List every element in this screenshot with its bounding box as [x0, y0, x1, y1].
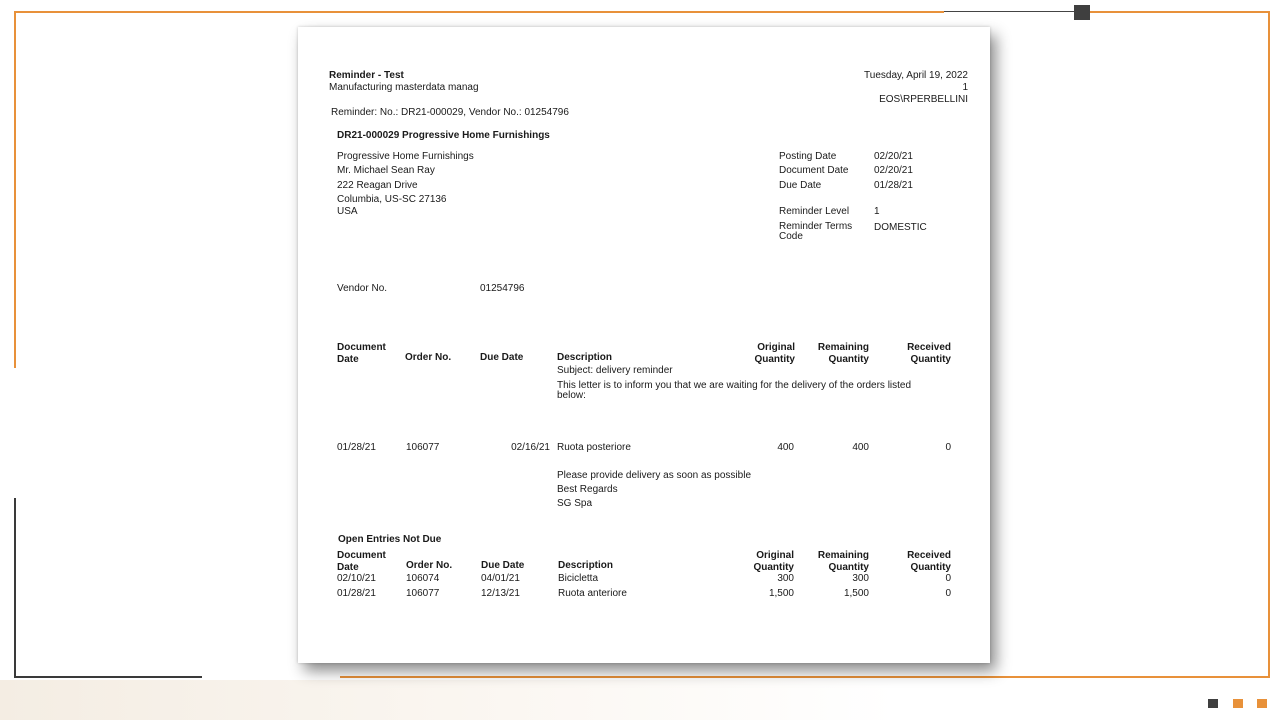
reminder-level-label: Reminder Level	[779, 206, 850, 217]
document-title: DR21-000029 Progressive Home Furnishings	[337, 130, 550, 141]
col-header-line: Document	[337, 550, 386, 561]
col-header-line: Received	[907, 550, 951, 561]
reminder-filter-line: Reminder: No.: DR21-000029, Vendor No.: 01254796	[331, 107, 569, 118]
col-header-line: Quantity	[910, 562, 951, 573]
report-date: Tuesday, April 19, 2022	[864, 70, 968, 81]
open-entry-due-date: 12/13/21	[481, 588, 520, 599]
open-entry-due-date: 04/01/21	[481, 573, 520, 584]
col-header-original-quantity	[753, 550, 794, 574]
col-header-line: Quantity	[828, 354, 869, 365]
col-header-line: Original	[756, 550, 794, 561]
due-date-value: 01/28/21	[874, 180, 913, 191]
col-header-order-no: Order No.	[405, 352, 452, 363]
document-date-value: 02/20/21	[874, 165, 913, 176]
open-entries-title: Open Entries Not Due	[338, 534, 442, 545]
report-title: Reminder - Test	[329, 70, 404, 81]
col-header-received-quantity	[907, 550, 951, 574]
letter-body	[557, 381, 911, 401]
frame-square-marker	[1074, 5, 1090, 20]
col-header-document-date	[337, 342, 386, 366]
frame-top-dark-line	[944, 11, 1076, 12]
document-date-label: Document Date	[779, 165, 849, 176]
open-entry-received-quantity: 0	[945, 588, 951, 599]
address-line: Mr. Michael Sean Ray	[337, 165, 435, 176]
col-header-original-quantity	[754, 342, 795, 366]
open-entry-description: Ruota anteriore	[558, 588, 627, 599]
open-entry-remaining-quantity: 300	[852, 573, 869, 584]
letter-body-line: This letter is to inform you that we are waiting for the delivery of the orders listed	[557, 380, 912, 391]
page-number: 1	[962, 82, 968, 93]
col-header-description: Description	[557, 352, 613, 363]
col-header-due-date: Due Date	[481, 560, 525, 571]
vendor-no-value: 01254796	[480, 283, 525, 294]
col-header-line: Quantity	[753, 562, 794, 573]
col-header-line: Date	[337, 354, 359, 365]
open-entry-order-no: 106074	[406, 573, 440, 584]
letter-body-line: below:	[557, 390, 586, 401]
posting-date-value: 02/20/21	[874, 151, 913, 162]
col-header-line: Original	[757, 342, 795, 353]
col-header-line: Document	[337, 342, 386, 353]
reminder-terms-label-line: Reminder Terms	[779, 221, 853, 232]
col-header-line: Date	[337, 562, 359, 573]
col-header-line: Remaining	[817, 550, 869, 561]
company-name: Manufacturing masterdata manag	[329, 82, 479, 93]
frame-bottom-dark-line	[14, 676, 202, 678]
reminder-terms-value: DOMESTIC	[874, 222, 927, 233]
address-line: USA	[337, 206, 358, 217]
letter-closing: Best Regards	[557, 484, 618, 495]
letter-subject: Subject: delivery reminder	[557, 365, 673, 376]
col-header-remaining-quantity	[818, 342, 869, 366]
col-header-line: Remaining	[817, 342, 869, 353]
frame-left-line	[14, 11, 16, 368]
slide-dot-dark	[1208, 699, 1218, 708]
row-order-no: 106077	[406, 442, 440, 453]
letter-closing: SG Spa	[557, 498, 593, 509]
address-line: 222 Reagan Drive	[337, 180, 418, 191]
row-received-quantity: 0	[945, 442, 951, 453]
col-header-remaining-quantity	[818, 550, 869, 574]
open-entry-document-date: 01/28/21	[337, 588, 376, 599]
row-remaining-quantity: 400	[852, 442, 869, 453]
frame-bottom-line	[340, 676, 1270, 678]
col-header-description: Description	[558, 560, 614, 571]
address-line: Progressive Home Furnishings	[337, 151, 474, 162]
report-page	[298, 27, 990, 663]
col-header-order-no: Order No.	[406, 560, 453, 571]
slide-dot-orange	[1233, 699, 1243, 708]
col-header-received-quantity	[907, 342, 951, 366]
reminder-terms-label	[779, 222, 852, 242]
row-document-date: 01/28/21	[337, 442, 376, 453]
address-line: Columbia, US-SC 27136	[337, 194, 447, 205]
open-entry-remaining-quantity: 1,500	[843, 588, 869, 599]
due-date-label: Due Date	[779, 180, 822, 191]
open-entry-original-quantity: 300	[777, 573, 794, 584]
frame-top-line	[14, 11, 944, 13]
col-header-line: Received	[907, 342, 951, 353]
frame-top-right-line	[1090, 11, 1270, 13]
open-entry-document-date: 02/10/21	[337, 573, 376, 584]
row-description: Ruota posteriore	[557, 442, 631, 453]
row-due-date: 02/16/21	[511, 442, 550, 453]
open-entry-original-quantity: 1,500	[768, 588, 794, 599]
reminder-level-value: 1	[874, 206, 880, 217]
bottom-background-band	[0, 680, 1280, 720]
frame-left-dark-line	[14, 498, 16, 678]
slide-dot-orange	[1257, 699, 1267, 708]
reminder-terms-label-line: Code	[779, 231, 803, 242]
user-id: EOS\RPERBELLINI	[879, 94, 968, 105]
col-header-line: Quantity	[754, 354, 795, 365]
col-header-document-date	[337, 550, 386, 574]
frame-right-line	[1268, 11, 1270, 678]
col-header-line: Quantity	[910, 354, 951, 365]
open-entry-order-no: 106077	[406, 588, 440, 599]
col-header-due-date: Due Date	[480, 352, 524, 363]
row-original-quantity: 400	[777, 442, 794, 453]
letter-closing: Please provide delivery as soon as possible	[557, 470, 751, 481]
col-header-line: Quantity	[828, 562, 869, 573]
open-entry-description: Bicicletta	[558, 573, 599, 584]
posting-date-label: Posting Date	[779, 151, 837, 162]
vendor-no-label: Vendor No.	[337, 283, 388, 294]
open-entry-received-quantity: 0	[945, 573, 951, 584]
